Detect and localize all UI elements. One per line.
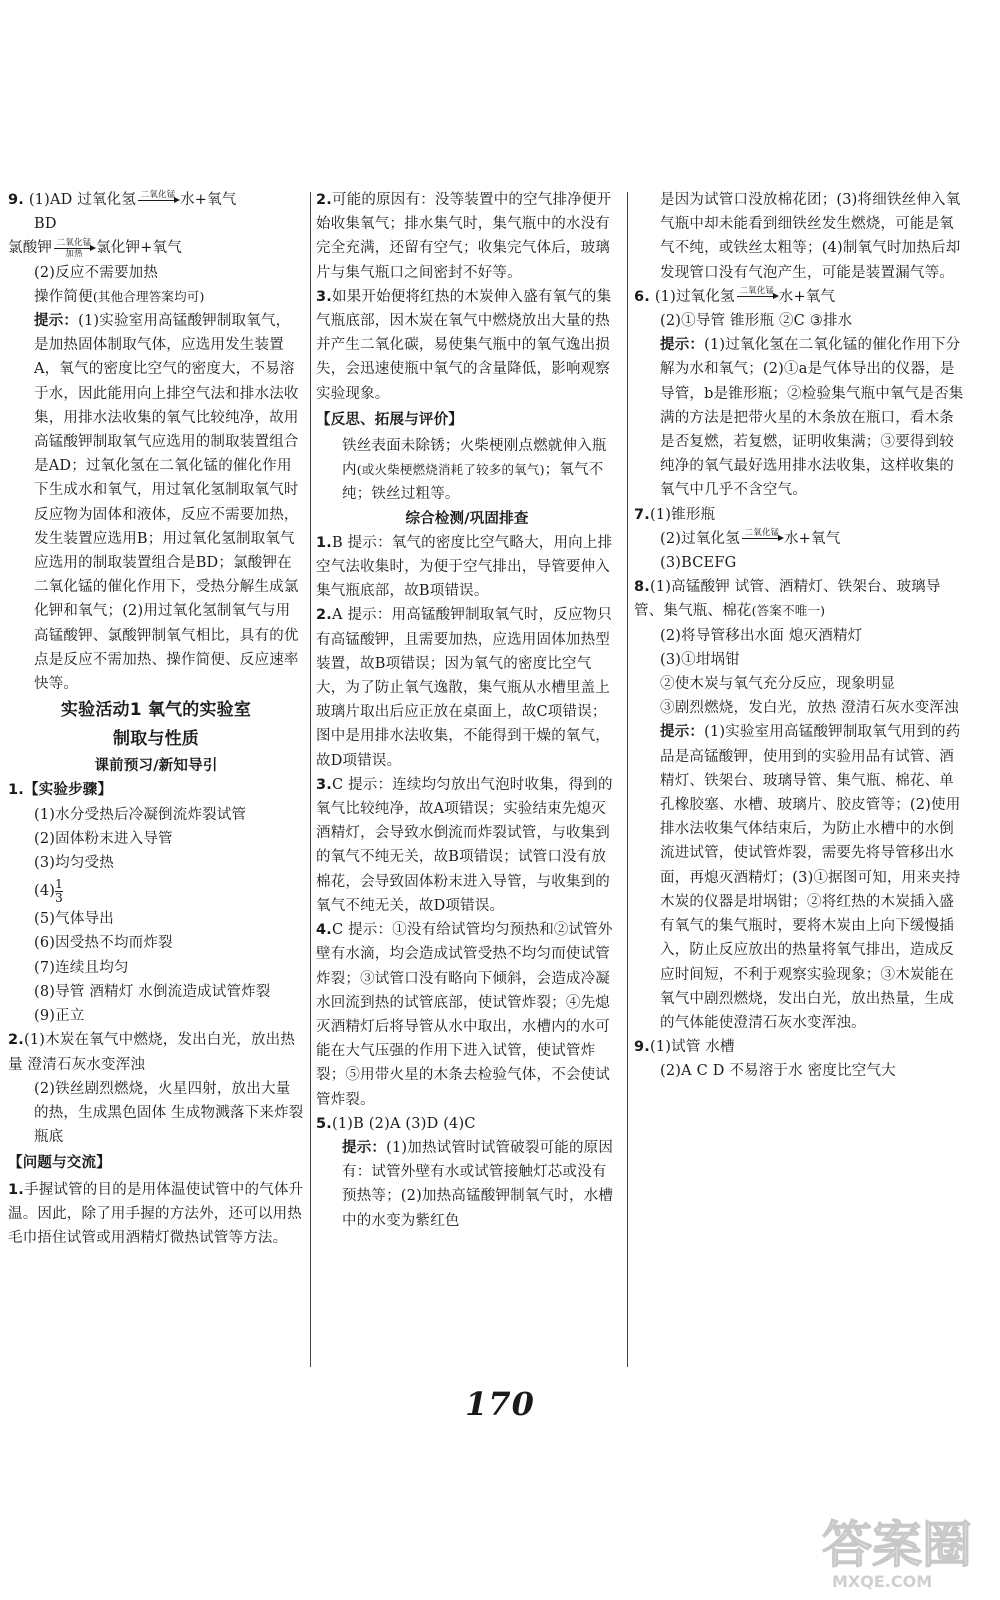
fraction: $\frac{1}{3}$ xyxy=(55,876,63,905)
column-divider xyxy=(627,192,628,1367)
hint: 提示：(1)过氧化氢在二氧化锰的催化作用下分解为水和氧气；(2)①a是气体导出的仪器，是导管，b是锥形瓶；②检验集气瓶中氧气是否集满的方法是把带火星的木条放在瓶口，看木条是否复燃，若复燃，证明收集满；③要得到较纯净的氧气最好选用排水法收集，这样收集的氧气中几乎不含空气。 xyxy=(660,337,964,499)
column-2: 2.可能的原因有：没等装置中的空气排净便开始收集氧气；排水集气时，集气瓶中的水没有完全充满，还留有空气；收集完气体后，玻璃片与集气瓶口之间密封不好等。 3.如果开始便将红热的木炭伸入盛有氧气的集气瓶底部，因木炭在氧气中燃烧放出大量的热并产生二氧化碳，易使集气瓶中的氧气逸出损失，会迅速使瓶中氧气的含量降低，影响观察实验现象。 【反思、拓展与评价】 铁丝表面未除锈；火柴梗刚点燃就伸入瓶内(或火柴梗燃烧消耗了较多的氧气)；氧气不纯；铁丝过粗等。 综合检测/巩固排查 1.B 提示：氧气的密度比空气略大，用向上排空气法收集时，为便于空气排出，导管要伸入集气瓶底部，故B项错误。 2.A 提示：用高锰酸钾制取氧气时，反应物只有高锰酸钾，且需要加热，应选用固体加热型装置，故B项错误；因为氧气的密度比空气大，为了防止氧气逸散，集气瓶从水槽里盖上玻璃片取出后应正放在桌面上，故C项错误；图中是用排水法收集，不能得到干燥的氧气，故D项错误。 3.C 提示：连续均匀放出气泡时收集，得到的氧气比较纯净，故A项错误；实验结束先熄灭酒精灯，会导致水倒流而炸裂试管，与收集到的氧气不纯无关，故B项错误；试管口没有放棉花，会导致固体粉末进入导管，与收集到的氧气不纯无关，故D项错误。 4.C 提示：①没有给试管均匀预热和②试管外壁有水滴，均会造成试管受热不均匀而使试管炸裂；③试管口没有略向下倾斜，会造成冷凝水回流到热的试管底部，使试管炸裂；④先熄灭酒精灯后将导管从水中取出，水槽内的水可能在大气压强的作用下进入试管，使试管炸裂；⑤用带火星的木条去检验气体，不会使试管炸裂。 5.(1)B (2)A (3)D (4)C 提示：(1)加热试管时试管破裂可能的原因有：试管外壁有水或试管接触灯芯或没有预热等；(2)加热高锰酸钾制氧气时，水槽中的水变为紫红色 xyxy=(316,188,618,1233)
activity-title: 实验活动1 氧气的实验室 xyxy=(60,700,252,721)
reaction-arrow: 二氧化锰 xyxy=(737,286,777,307)
column-3: 是因为试管口没放棉花团；(3)将细铁丝伸入氧气瓶中却未能看到细铁丝发生燃烧，可能是氧气不纯，或铁丝太粗等；(4)制氧气时加热后却发现管口没有气泡产生，可能是装置漏气等。 6. (1)过氧化氢 二氧化锰 水+氧气 (2)①导管 锥形瓶 ②C ③排水 提示：(1)过氧化氢在二氧化锰的催化作用下分解为水和氧气；(2)①a是气体导出的仪器，是导管，b是锥形瓶；②检验集气瓶中氧气是否集满的方法是把带火星的木条放在瓶口，看木条是否复燃，若复燃，证明收集满；③要得到较纯净的氧气最好选用排水法收集，这样收集的氧气中几乎不含空气。 7.(1)锥形瓶 (2)过氧化氢 二氧化锰 水+氧气 (3)BCEFG 8.(1)高锰酸钾 试管、酒精灯、铁架台、玻璃导管、集气瓶、棉花(答案不唯一) (2)将导管移出水面 熄灭酒精灯 (3)①坩埚钳 ②使木炭与氧气充分反应，现象明显 ③剧烈燃烧，发白光，放热 澄清石灰水变浑浊 提示：(1)实验室用高锰酸钾制取氧气用到的药品是高锰酸钾，使用到的实验用品有试管、酒精灯、铁架台、玻璃导管、集气瓶、棉花、单孔橡胶塞、水槽、玻璃片、胶皮管等；(2)使用排水法收集气体结束后，为防止水槽中的水倒流进试管，使试管炸裂，需要先将导管移出水面，再熄灭酒精灯；(3)①据图可知，用来夹持木炭的仪器是坩埚钳；②将红热的木炭插入盛有氧气的集气瓶时，要将木炭由上向下缓慢插入，防止反应放出的热量将氧气排出，造成反应时间短，不利于观察实验现象；③木炭能在氧气中剧烈燃烧，发出白光，放出热量，生成的气体能使澄清石灰水变浑浊。 9.(1)试管 水槽 (2)A C D 不易溶于水 密度比空气大 xyxy=(634,188,966,1084)
hint: 提示：(1)实验室用高锰酸钾制取氧气用到的药品是高锰酸钾，使用到的实验用品有试管、酒精灯、铁架台、玻璃导管、集气瓶、棉花、单孔橡胶塞、水槽、玻璃片、胶皮管等；(2)使用排水法收集气体结束后，为防止水槽中的水倒流进试管，使试管炸裂，需要先将导管移出水面，再熄灭酒精灯；(3)①据图可知，用来夹持木炭的仪器是坩埚钳；②将红热的木炭插入盛有氧气的集气瓶时，要将木炭由上向下缓慢插入，防止反应放出的热量将氧气排出，造成反应时间短，不利于观察实验现象；③木炭能在氧气中剧烈燃烧，发出白光，放出热量，生成的气体能使澄清石灰水变浑浊。 xyxy=(660,724,961,1031)
svg-text:答案圈: 答案圈 xyxy=(822,1516,972,1574)
equation: (2)过氧化氢 二氧化锰 水+氧气 xyxy=(634,527,966,551)
reaction-arrow: 二氧化锰 加热 xyxy=(54,238,94,259)
equation: (1)AD 过氧化氢 二氧化锰 水+氧气 xyxy=(29,188,237,212)
answer-9: 9. (1)AD 过氧化氢 二氧化锰 水+氧气 xyxy=(8,188,304,212)
column-1: 9. (1)AD 过氧化氢 二氧化锰 水+氧气 BD 氯酸钾 二氧化锰 加热 氯化钾+氧气 (2)反应不需要加热 操作简便(其他合理答案均可) 提示：(1)实验室用高锰酸钾制取氧气，是加热固体制取气体，应选用发生装置A，氧气的密度比空气的密度大，不易溶于水，因此能用向上排空气法和排水法收集，用排水法收集的氧气比较纯净，故用高锰酸钾制取氧气应选用的制取装置组合是AD；过氧化氢在二氧化锰的催化作用下生成水和氧气，用过氧化氢制取氧气时反应物为固体和液体，反应不需要加热，发生装置应选用B；用过氧化氢制取氧气应选用的制取装置组合是BD；氯酸钾在二氧化锰的催化作用下，受热分解生成氯化钾和氧气；(2)用过氧化氢制氧气与用高锰酸钾、氯酸钾制氧气相比，具有的优点是反应不需加热、操作简便、反应速率快等。 实验活动1 氧气的实验室 制取与性质 课前预习/新知导引 1.【实验步骤】 (1)水分受热后冷凝倒流炸裂试管 (2)固体粉末进入导管 (3)均匀受热 (4) $\frac{1}{3}$ (5)气体导出 (6)因受热不均而炸裂 (7)连续且均匀 (8)导管 酒精灯 水倒流造成试管炸裂 (9)正立 2.(1)木炭在氧气中燃烧，发出白光，放出热量 澄清石灰水变浑浊 (2)铁丝剧烈燃烧，火星四射，放出大量的热，生成黑色固体 生成物溅落下来炸裂瓶底 【问题与交流】 1.手握试管的目的是用体温使试管中的气体升温。因此，除了用手握的方法外，还可以用热毛巾捂住试管或用酒精灯微热试管等方法。 xyxy=(8,189,304,1246)
equation: 氯酸钾 二氧化锰 加热 氯化钾+氧气 xyxy=(8,238,182,259)
reaction-arrow: 二氧化锰 xyxy=(138,190,178,211)
section-heading: 课前预习/新知导引 xyxy=(94,758,218,775)
reaction-arrow: 二氧化锰 xyxy=(742,528,782,549)
section-heading: 综合检测/巩固排查 xyxy=(405,510,529,527)
activity-subtitle: 制取与性质 xyxy=(113,729,199,750)
page-number: 170 xyxy=(465,1385,535,1423)
hint: 提示：(1)实验室用高锰酸钾制取氧气，是加热固体制取气体，应选用发生装置A，氧气的密度比空气的密度大，不易溶于水，因此能用向上排空气法和排水法收集，用排水法收集的氧气比较纯净，故用高锰酸钾制取氧气应选用的制取装置组合是AD；过氧化氢在二氧化锰的催化作用下生成水和氧气，用过氧化氢制取氧气时反应物为固体和液体，反应不需要加热，发生装置应选用B；用过氧化氢制取氧气应选用的制取装置组合是BD；氯酸钾在二氧化锰的催化作用下，受热分解生成氯化钾和氧气；(2)用过氧化氢制氧气与用高锰酸钾、氯酸钾制氧气相比，具有的优点是反应不需加热、操作简便、反应速率快等。 xyxy=(34,313,299,693)
equation: 6. (1)过氧化氢 二氧化锰 水+氧气 xyxy=(634,285,966,309)
column-divider xyxy=(310,192,311,1367)
hint: 提示：(1)加热试管时试管破裂可能的原因有：试管外壁有水或试管接触灯芯或没有预热等；(2)加热高锰酸钾制氧气时，水槽中的水变为紫红色 xyxy=(342,1139,614,1229)
watermark-url: MXQE.COM xyxy=(832,1572,933,1591)
